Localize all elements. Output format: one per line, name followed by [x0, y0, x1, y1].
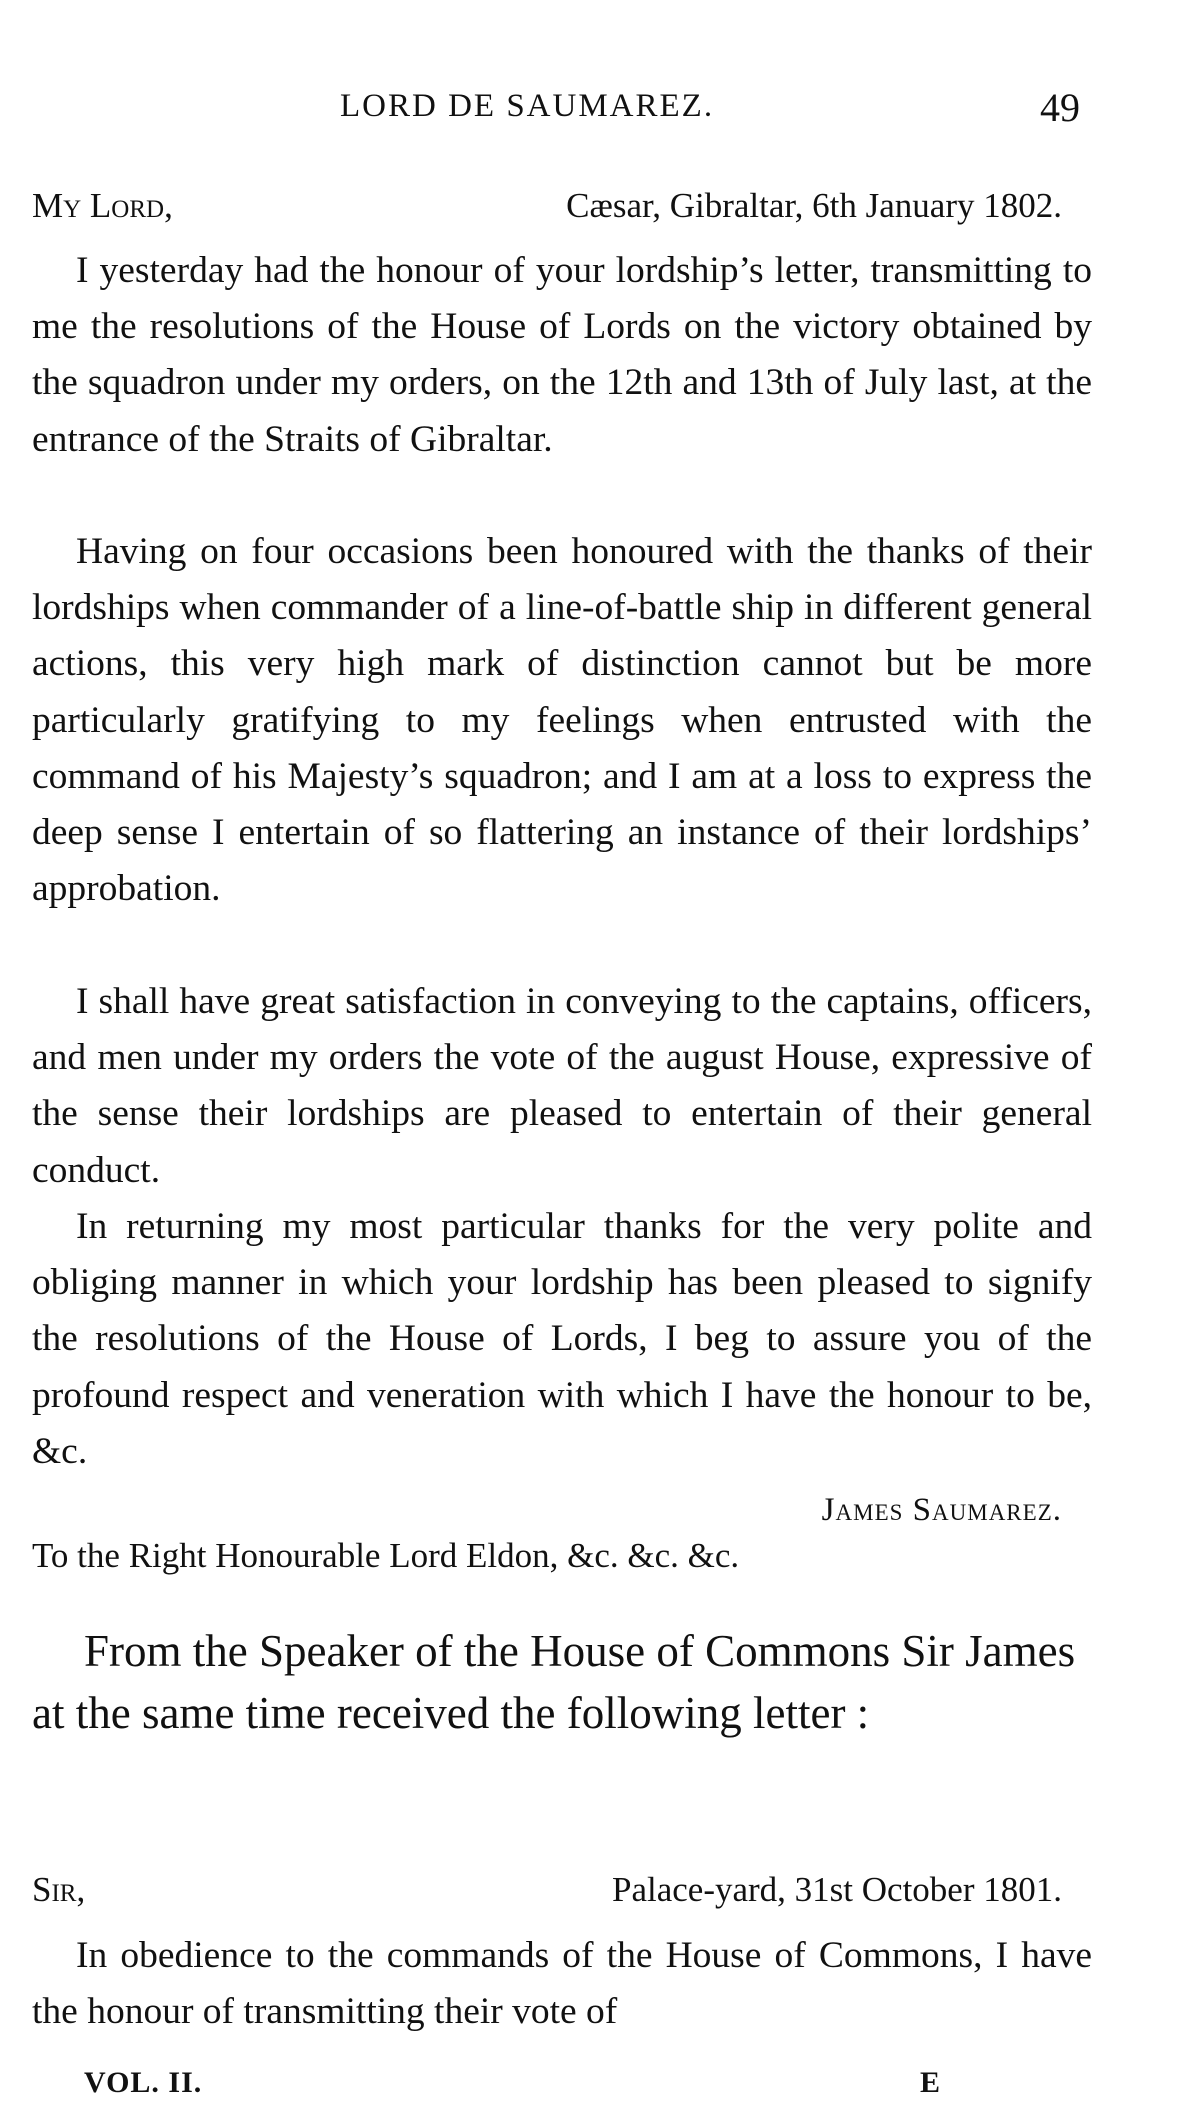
dateline: Palace-yard, 31st October 1801. [612, 1870, 1062, 1909]
letter-heading [32, 1870, 1062, 1918]
letter-paragraph: Having on four occasions been honoured with the thanks of their lordships when commander of a line-of-battle ship in different general actions, this very high mark of distinction cannot but be more particularly gratifying to my feelings when entrusted with the command of his Majesty’s squadron; and I am at a loss to express the deep sense I entertain of so flattering an instance of their lordships’ approbation. [32, 531, 1092, 910]
letter-paragraph: I yesterday had the honour of your lordship’s letter, transmitting to me the resolutions of the House of Lords on the victory obtained by the squadron under my orders, on the 12th and 13th of July last, at the entrance of the Straits of Gibraltar. [32, 250, 1092, 460]
signature: James Saumarez. [821, 1492, 1062, 1528]
narrative-paragraph: From the Speaker of the House of Commons Sir James at the same time received the following letter : [32, 1626, 1076, 1738]
letter-heading [32, 186, 1062, 234]
page-footer [0, 2066, 1204, 2106]
letter-paragraph: In obedience to the commands of the House of Commons, I have the honour of transmitting their vote of [32, 1935, 1092, 2033]
signature-mark: E [920, 2066, 941, 2099]
running-title: LORD DE SAUMAREZ. [340, 88, 715, 124]
letter-paragraph: In returning my most particular thanks for the very polite and obliging manner in which your lordship has been pleased to signify the resolutions of the House of Lords, I beg to assure you of the profound respect and veneration with which I have the honour to be, &c. [32, 1206, 1092, 1472]
salutation: Sir, [32, 1870, 86, 1909]
addressee: To the Right Honourable Lord Eldon, &c. &c. &c. [32, 1536, 740, 1575]
page-number: 49 [1040, 85, 1080, 130]
letter-paragraph: I shall have great satisfaction in conveying to the captains, officers, and men under my orders the vote of the august House, expressive of the sense their lordships are pleased to entertain of their general conduct. [32, 981, 1092, 1191]
running-head [0, 85, 1204, 138]
volume-label: VOL. II. [84, 2066, 203, 2099]
dateline: Cæsar, Gibraltar, 6th January 1802. [566, 186, 1062, 225]
salutation: My Lord, [32, 186, 173, 225]
